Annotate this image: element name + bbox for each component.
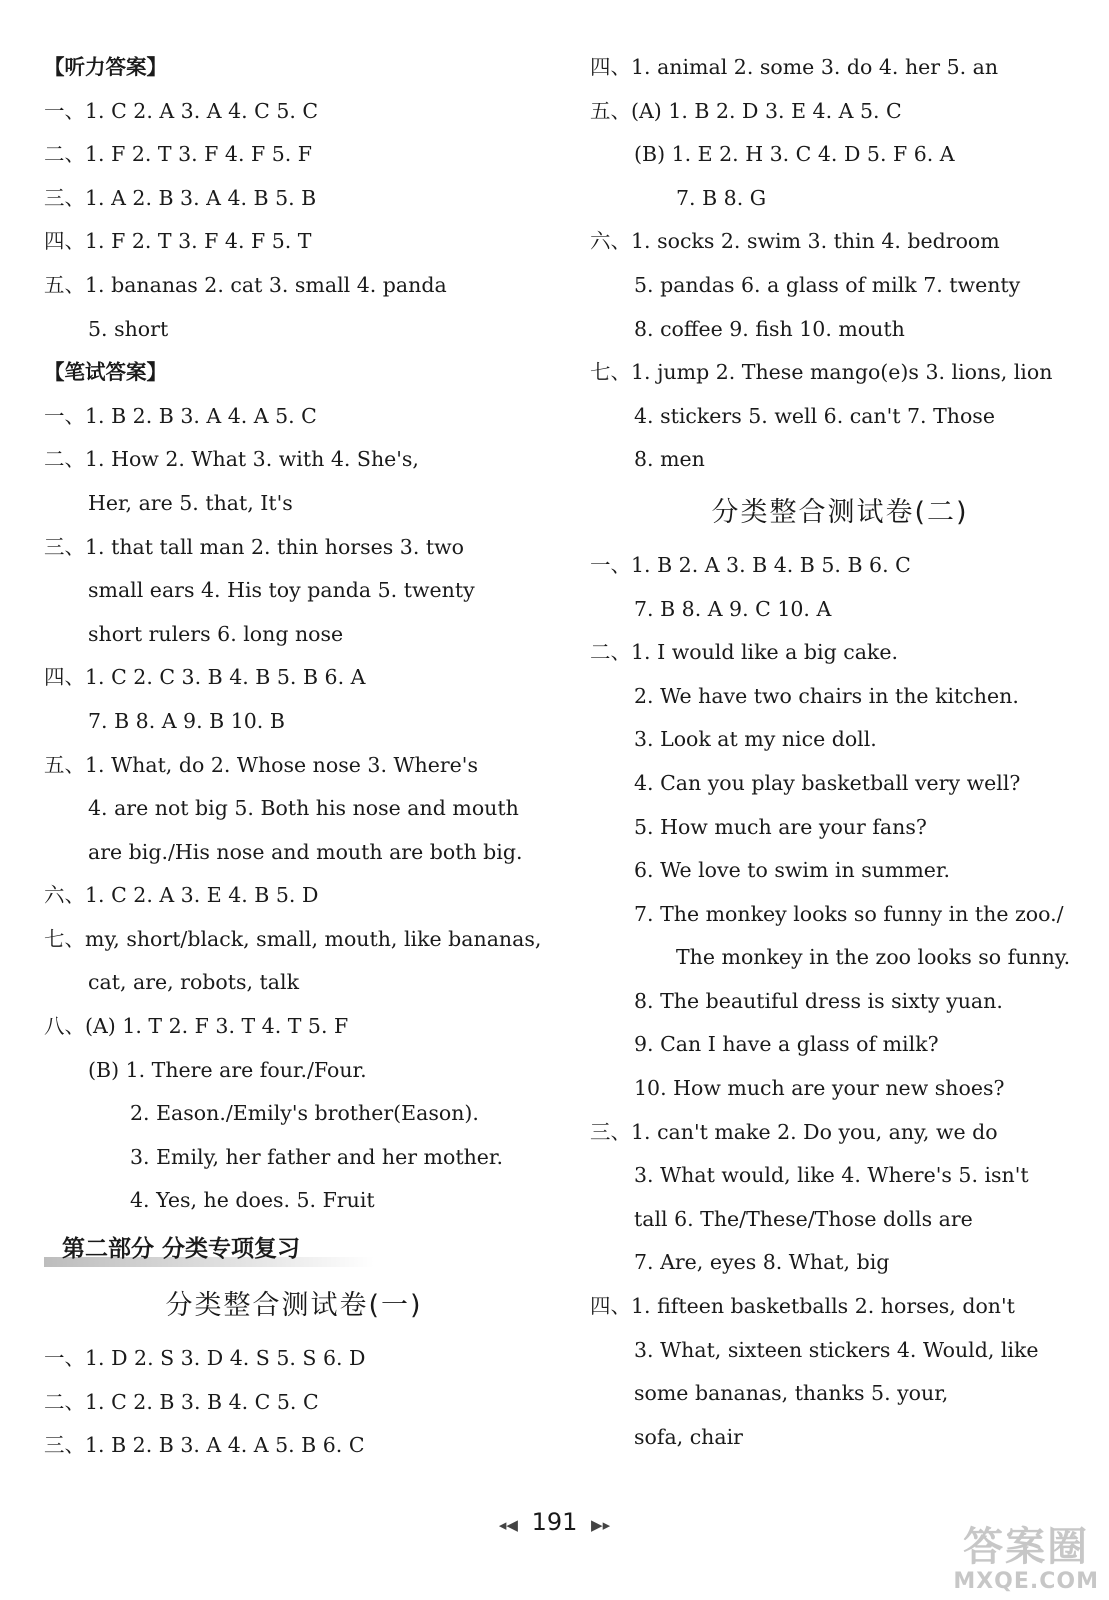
answer-line: 3. Emily, her father and her mother. (130, 1144, 503, 1169)
answer-line: tall 6. The/These/Those dolls are (634, 1206, 973, 1231)
answer-line: 四、1. fifteen basketballs 2. horses, don't (590, 1294, 1015, 1319)
answer-line: 六、1. C 2. A 3. E 4. B 5. D (44, 883, 319, 908)
answer-line: (B) 1. There are four./Four. (88, 1057, 367, 1082)
answer-line: 三、1. can't make 2. Do you, any, we do (590, 1119, 998, 1144)
answer-line: 4. are not big 5. Both his nose and mouth (88, 796, 519, 821)
answer-line: 一、1. D 2. S 3. D 4. S 5. S 6. D (44, 1346, 366, 1371)
answer-line: 六、1. socks 2. swim 3. thin 4. bedroom (590, 229, 1000, 254)
answer-line: 10. How much are your new shoes? (634, 1076, 1005, 1101)
answer-line: 三、1. B 2. B 3. A 4. A 5. B 6. C (44, 1433, 365, 1458)
answer-line: 4. Can you play basketball very well? (634, 770, 1021, 795)
answer-line: 8. coffee 9. fish 10. mouth (634, 316, 905, 341)
answer-line: (B) 1. E 2. H 3. C 4. D 5. F 6. A (634, 142, 955, 167)
answer-line: 8. The beautiful dress is sixty yuan. (634, 988, 1003, 1013)
answer-line: 2. Eason./Emily's brother(Eason). (130, 1101, 479, 1126)
answer-line: some bananas, thanks 5. your, (634, 1381, 949, 1406)
answer-line: 四、1. animal 2. some 3. do 4. her 5. an (590, 55, 999, 79)
answer-line: 2. We have two chairs in the kitchen. (634, 683, 1019, 708)
watermark-logo (953, 1525, 1099, 1594)
answer-line: 一、1. C 2. A 3. A 4. C 5. C (44, 98, 319, 123)
answer-line: 7. Are, eyes 8. What, big (634, 1250, 890, 1275)
answer-line: 一、1. B 2. B 3. A 4. A 5. C (44, 403, 317, 428)
answer-line: 5. How much are your fans? (634, 814, 927, 839)
section-title: 分类整合测试卷(一) (165, 1290, 423, 1322)
answer-heading: 【听力答案】 (44, 55, 167, 79)
answer-line: 5. short (88, 316, 169, 341)
answer-heading: 【笔试答案】 (44, 360, 167, 385)
answer-line: 五、1. What, do 2. Whose nose 3. Where's (44, 752, 478, 777)
answer-line: 7. B 8. A 9. B 10. B (88, 708, 285, 733)
answer-line: 二、1. How 2. What 3. with 4. She's, (44, 447, 419, 472)
answer-line: 4. stickers 5. well 6. can't 7. Those (634, 403, 995, 428)
answer-line: 五、1. bananas 2. cat 3. small 4. panda (44, 272, 447, 297)
answer-line: 3. What would, like 4. Where's 5. isn't (634, 1163, 1029, 1188)
answer-line: 三、1. A 2. B 3. A 4. B 5. B (44, 185, 317, 210)
answer-line: sofa, chair (634, 1424, 743, 1449)
prev-arrows-icon: ◂◀ (498, 1516, 518, 1534)
answer-line: 6. We love to swim in summer. (634, 858, 950, 883)
answer-line: Her, are 5. that, It's (88, 490, 293, 515)
answer-line: small ears 4. His toy panda 5. twenty (88, 578, 475, 603)
answer-line: 7. B 8. A 9. C 10. A (634, 596, 832, 621)
answer-line: 5. pandas 6. a glass of milk 7. twenty (634, 272, 1021, 297)
watermark-text: 答案圈 (963, 1524, 1090, 1570)
answer-line: 七、1. jump 2. These mango(e)s 3. lions, lion (590, 360, 1053, 385)
answer-line: 四、1. F 2. T 3. F 4. F 5. T (44, 229, 312, 254)
answer-line: 3. What, sixteen stickers 4. Would, like (634, 1337, 1039, 1362)
answer-line: 八、(A) 1. T 2. F 3. T 4. T 5. F (44, 1014, 349, 1039)
answer-line: 七、my, short/black, small, mouth, like bananas, (44, 926, 542, 951)
answer-line: 一、1. B 2. A 3. B 4. B 5. B 6. C (590, 552, 911, 577)
answer-line: are big./His nose and mouth are both big. (88, 839, 523, 864)
answer-line: cat, are, robots, talk (88, 970, 299, 995)
answer-line: 二、1. F 2. T 3. F 4. F 5. F (44, 142, 313, 167)
answer-line: 三、1. that tall man 2. thin horses 3. two (44, 534, 464, 559)
answer-line: 9. Can I have a glass of milk? (634, 1032, 939, 1057)
section-title: 分类整合测试卷(二) (711, 496, 969, 528)
answer-line: 二、1. I would like a big cake. (590, 640, 898, 665)
page-footer (0, 1508, 1109, 1536)
answer-line: 8. men (634, 447, 705, 472)
answer-line: 四、1. C 2. C 3. B 4. B 5. B 6. A (44, 665, 366, 690)
right-column (590, 46, 1090, 1459)
answer-line: 3. Look at my nice doll. (634, 727, 877, 752)
answer-line: 7. B 8. G (676, 185, 767, 210)
next-arrows-icon: ▶▸ (591, 1516, 611, 1534)
answer-line: 二、1. C 2. B 3. B 4. C 5. C (44, 1389, 319, 1414)
left-column (44, 46, 544, 1468)
answer-line: The monkey in the zoo looks so funny. (676, 945, 1071, 970)
page-number: 191 (531, 1508, 578, 1536)
answer-line: 7. The monkey looks so funny in the zoo./ (634, 901, 1064, 926)
watermark-url: MXQE.COM (953, 1569, 1099, 1594)
answer-line: 4. Yes, he does. 5. Fruit (130, 1188, 375, 1213)
answer-line: short rulers 6. long nose (88, 621, 344, 646)
part-title: 第二部分 分类专项复习 (44, 1223, 544, 1275)
answer-line: 五、(A) 1. B 2. D 3. E 4. A 5. C (590, 98, 902, 123)
